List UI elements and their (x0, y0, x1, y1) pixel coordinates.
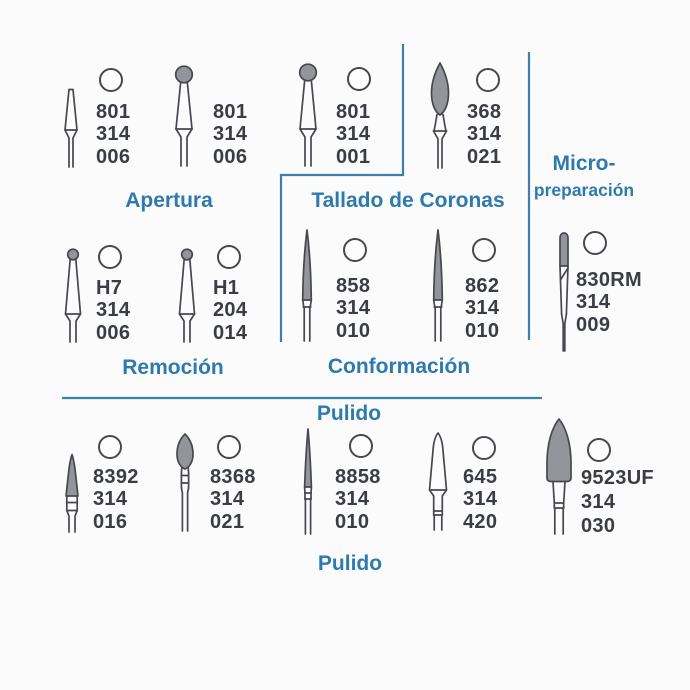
head-shape-circle-icon (346, 66, 372, 92)
bur-code-line: 016 (93, 510, 128, 533)
bur-code (213, 277, 247, 344)
bur-code-line: 314 (96, 299, 131, 322)
bur-code-line: 314 (467, 123, 502, 146)
bur-code-line: 009 (576, 313, 611, 336)
bur-code-line: 314 (213, 123, 248, 146)
bur-code-line: 204 (213, 299, 248, 322)
bur-code (467, 101, 501, 168)
section-label-tallado: Tallado de Coronas (311, 189, 505, 212)
bur-code-line: 314 (465, 297, 500, 320)
bur-code-line: 021 (210, 510, 245, 533)
head-shape-circle-icon (475, 67, 501, 93)
bud-bur-icon (173, 433, 197, 532)
bur-code-line: H1 (213, 277, 240, 299)
bur-code-line: 862 (465, 275, 500, 297)
cone-white-bur-icon (425, 432, 451, 531)
bur-code-line: 014 (213, 321, 248, 344)
bur-code-line: 314 (336, 123, 371, 146)
bur-code-line: 001 (336, 145, 371, 168)
bur-code-line: 030 (581, 515, 616, 537)
section-label-pulido-top: Pulido (316, 402, 382, 425)
bur-code-line: 314 (210, 488, 245, 511)
bur-code-line: 314 (576, 291, 611, 314)
bur-code-line: 314 (335, 488, 370, 511)
bur-code (336, 275, 370, 342)
bur-code-line: 801 (213, 101, 248, 123)
flame-bur-icon (427, 62, 453, 169)
bullet-bur-icon (543, 418, 575, 535)
bur-code (465, 275, 499, 342)
head-shape-circle-icon (97, 434, 123, 460)
bur-code-line: 314 (581, 491, 616, 513)
bur-code-line: 368 (467, 101, 502, 123)
bur-code-line: 420 (463, 510, 498, 533)
bur-code (336, 101, 370, 168)
bur-code-line: 010 (336, 319, 371, 342)
bur-code-line: 645 (463, 466, 498, 488)
head-shape-circle-icon (582, 230, 608, 256)
head-shape-circle-icon (342, 237, 368, 263)
head-shape-circle-icon (471, 237, 497, 263)
bur-code (335, 466, 381, 533)
bur-code-line: 010 (465, 319, 500, 342)
head-shape-circle-icon (471, 435, 497, 461)
small-round-bur-icon (176, 248, 198, 343)
bur-code-line: 021 (467, 145, 502, 168)
section-label-micro-line2: preparación (533, 180, 635, 200)
taper-bur-icon (61, 88, 81, 168)
bur-code-line: 314 (96, 123, 131, 146)
bur-code-line: 8392 (93, 466, 139, 488)
bur-code (576, 269, 642, 336)
needle-bur-icon (429, 229, 447, 342)
head-shape-circle-icon (586, 437, 612, 463)
bur-code (213, 101, 247, 168)
bur-code-line: 010 (335, 510, 370, 533)
round-bur-icon (295, 63, 321, 167)
bur-code-line: 006 (96, 145, 131, 168)
bur-code-line: 314 (336, 297, 371, 320)
bur-code-line: 314 (463, 488, 498, 511)
bur-code (581, 466, 654, 538)
bur-code (210, 466, 256, 533)
bur-code-line: 006 (96, 321, 131, 344)
micro-pin-bur-icon (553, 232, 575, 352)
slim-taper-bur-icon (300, 428, 316, 535)
bur-code (96, 101, 130, 168)
bur-code-line: 9523UF (581, 467, 654, 489)
head-shape-circle-icon (216, 244, 242, 270)
bur-code (96, 277, 130, 344)
needle-bur-icon (298, 229, 316, 342)
bur-code (463, 466, 497, 533)
head-shape-circle-icon (97, 244, 123, 270)
small-round-bur-icon (62, 248, 84, 343)
head-shape-circle-icon (348, 433, 374, 459)
bur-code-line: 801 (336, 101, 371, 123)
bur-code-line: H7 (96, 277, 123, 299)
section-label-pulido-bottom: Pulido (317, 552, 383, 575)
section-label-remocion: Remoción (122, 356, 224, 379)
head-shape-circle-icon (98, 67, 124, 93)
bur-code-line: 830RM (576, 269, 642, 291)
round-bur-icon (171, 65, 197, 167)
head-shape-circle-icon (216, 434, 242, 460)
cone-gray-bur-icon (62, 453, 82, 533)
bur-code-line: 8858 (335, 466, 381, 488)
bur-code-line: 8368 (210, 466, 256, 488)
bur-code-line: 314 (93, 488, 128, 511)
bur-code (93, 466, 139, 533)
bur-code-line: 858 (336, 275, 371, 297)
bur-code-line: 801 (96, 101, 131, 123)
section-label-apertura: Apertura (125, 189, 213, 212)
section-label-conformacion: Conformación (327, 355, 471, 378)
bur-code-line: 006 (213, 145, 248, 168)
section-label-micro-line1: Micro- (552, 152, 616, 175)
